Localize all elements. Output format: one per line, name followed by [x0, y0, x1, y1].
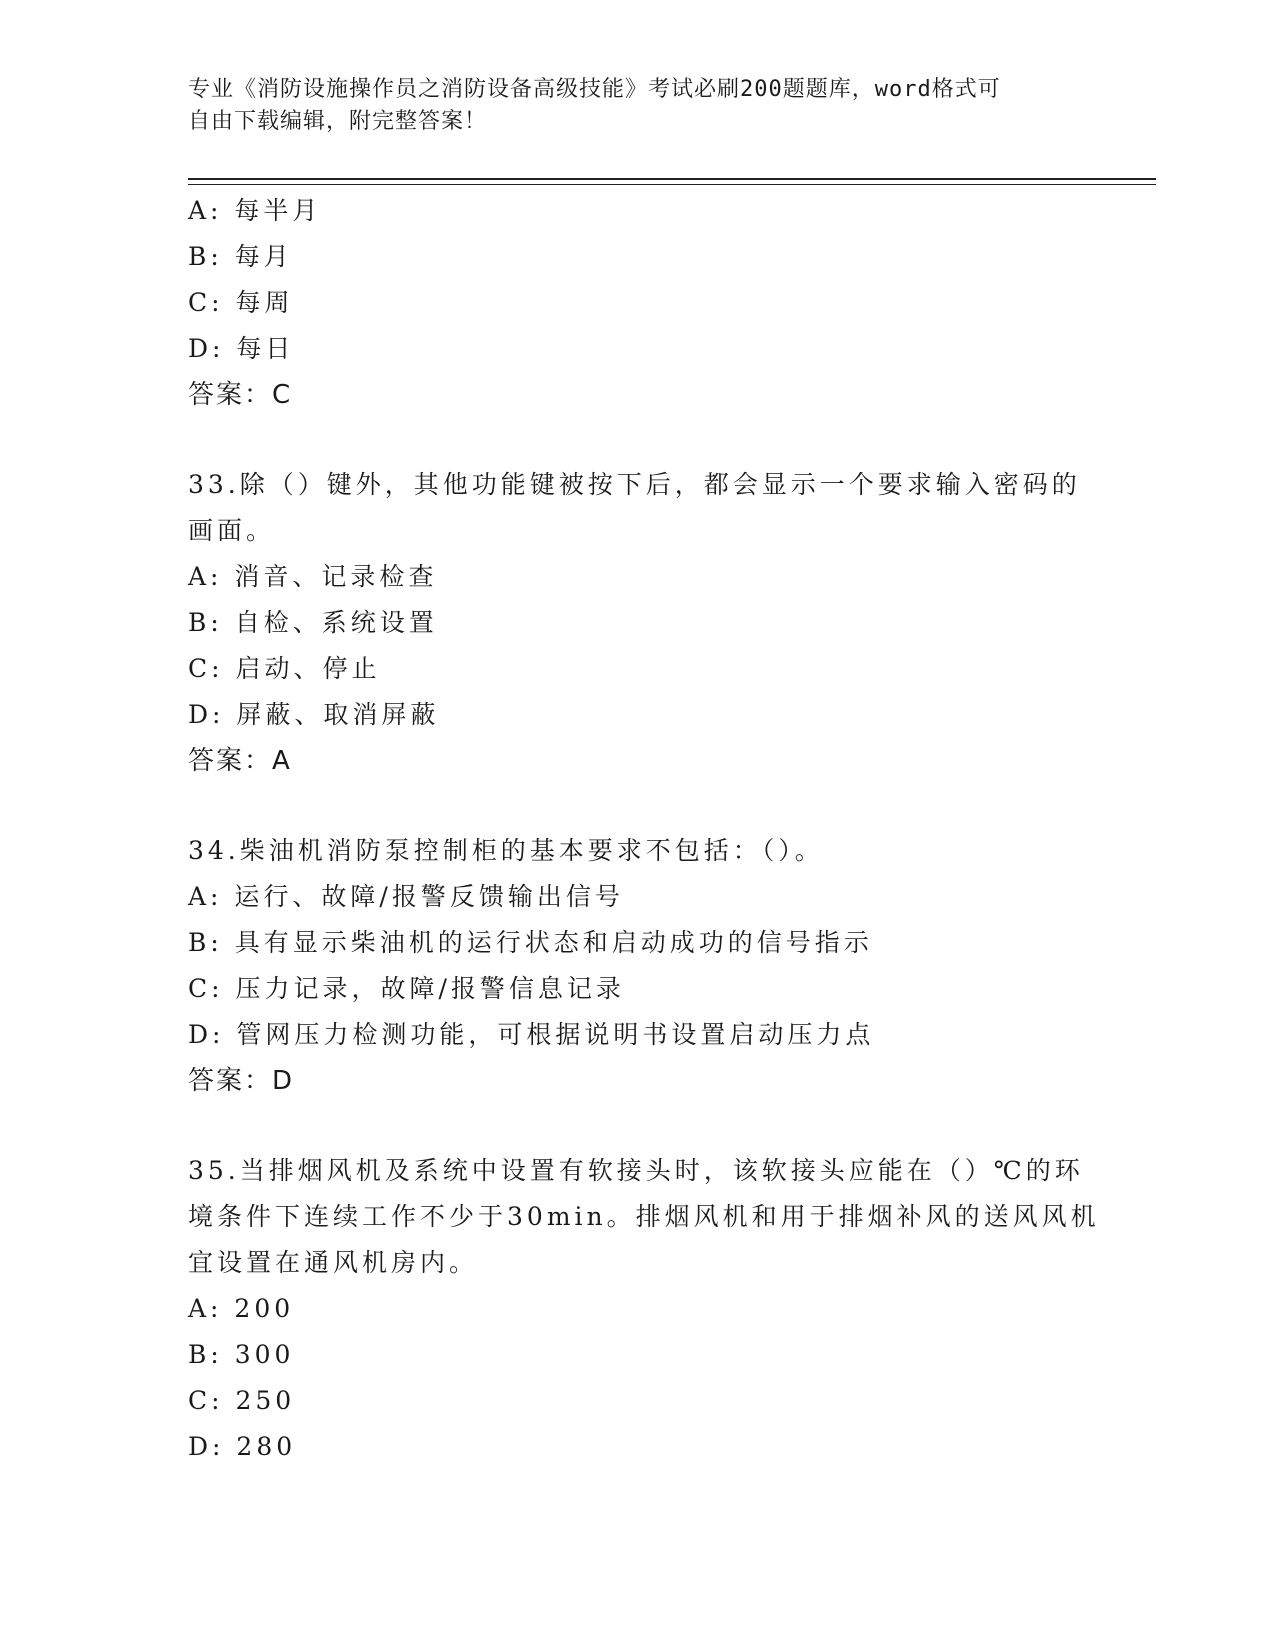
option-b: B: 自检、系统设置: [188, 608, 438, 637]
option-c: C: 250: [188, 1386, 296, 1415]
option-c: C: 每周: [188, 288, 294, 317]
option-a: A: 200: [188, 1294, 295, 1323]
spacer: [188, 1104, 1088, 1148]
spacer: [188, 418, 1088, 462]
question-text-line: 画面。: [188, 516, 276, 545]
header-divider-thin: [188, 184, 1156, 185]
question-text-line: 33.除（）键外，其他功能键被按下后，都会显示一个要求输入密码的: [188, 470, 1081, 499]
question-block-35: [188, 1148, 1100, 1470]
option-d: D: 280: [188, 1432, 297, 1461]
header-title-line-1: 专业《消防设施操作员之消防设备高级技能》考试必刷200题题库，word格式可: [188, 77, 1001, 102]
option-d: D: 管网压力检测功能，可根据说明书设置启动压力点: [188, 1020, 875, 1049]
option-a: A: 消音、记录检查: [188, 562, 438, 591]
option-b: B: 具有显示柴油机的运行状态和启动成功的信号指示: [188, 928, 873, 957]
question-text-line: 境条件下连续工作不少于30min。排烟风机和用于排烟补风的送风风机: [188, 1202, 1100, 1231]
header-divider-thick: [188, 178, 1156, 180]
document-header: [188, 74, 1088, 138]
question-block-34: [188, 828, 1088, 1104]
answer-line: 答案：A: [188, 746, 292, 776]
option-d: D: 每日: [188, 334, 295, 363]
question-text-line: 34.柴油机消防泵控制柜的基本要求不包括：（）。: [188, 836, 824, 865]
option-c: C: 启动、停止: [188, 654, 381, 683]
option-d: D: 屏蔽、取消屏蔽: [188, 700, 440, 729]
option-a: A: 每半月: [188, 196, 322, 225]
header-title-line-2: 自由下载编辑，附完整答案！: [188, 109, 488, 134]
option-c: C: 压力记录，故障/报警信息记录: [188, 974, 625, 1003]
question-text-line: 宜设置在通风机房内。: [188, 1248, 479, 1277]
question-list: [188, 188, 1100, 1470]
question-text-line: 35.当排烟风机及系统中设置有软接头时，该软接头应能在（）℃的环: [188, 1156, 1084, 1185]
answer-line: 答案：D: [188, 1066, 295, 1096]
spacer: [188, 784, 1088, 828]
question-block-32: [188, 188, 1088, 418]
option-a: A: 运行、故障/报警反馈输出信号: [188, 882, 624, 911]
question-block-33: [188, 462, 1088, 784]
answer-line: 答案：C: [188, 380, 293, 410]
option-b: B: 每月: [188, 242, 293, 271]
option-b: B: 300: [188, 1340, 295, 1369]
